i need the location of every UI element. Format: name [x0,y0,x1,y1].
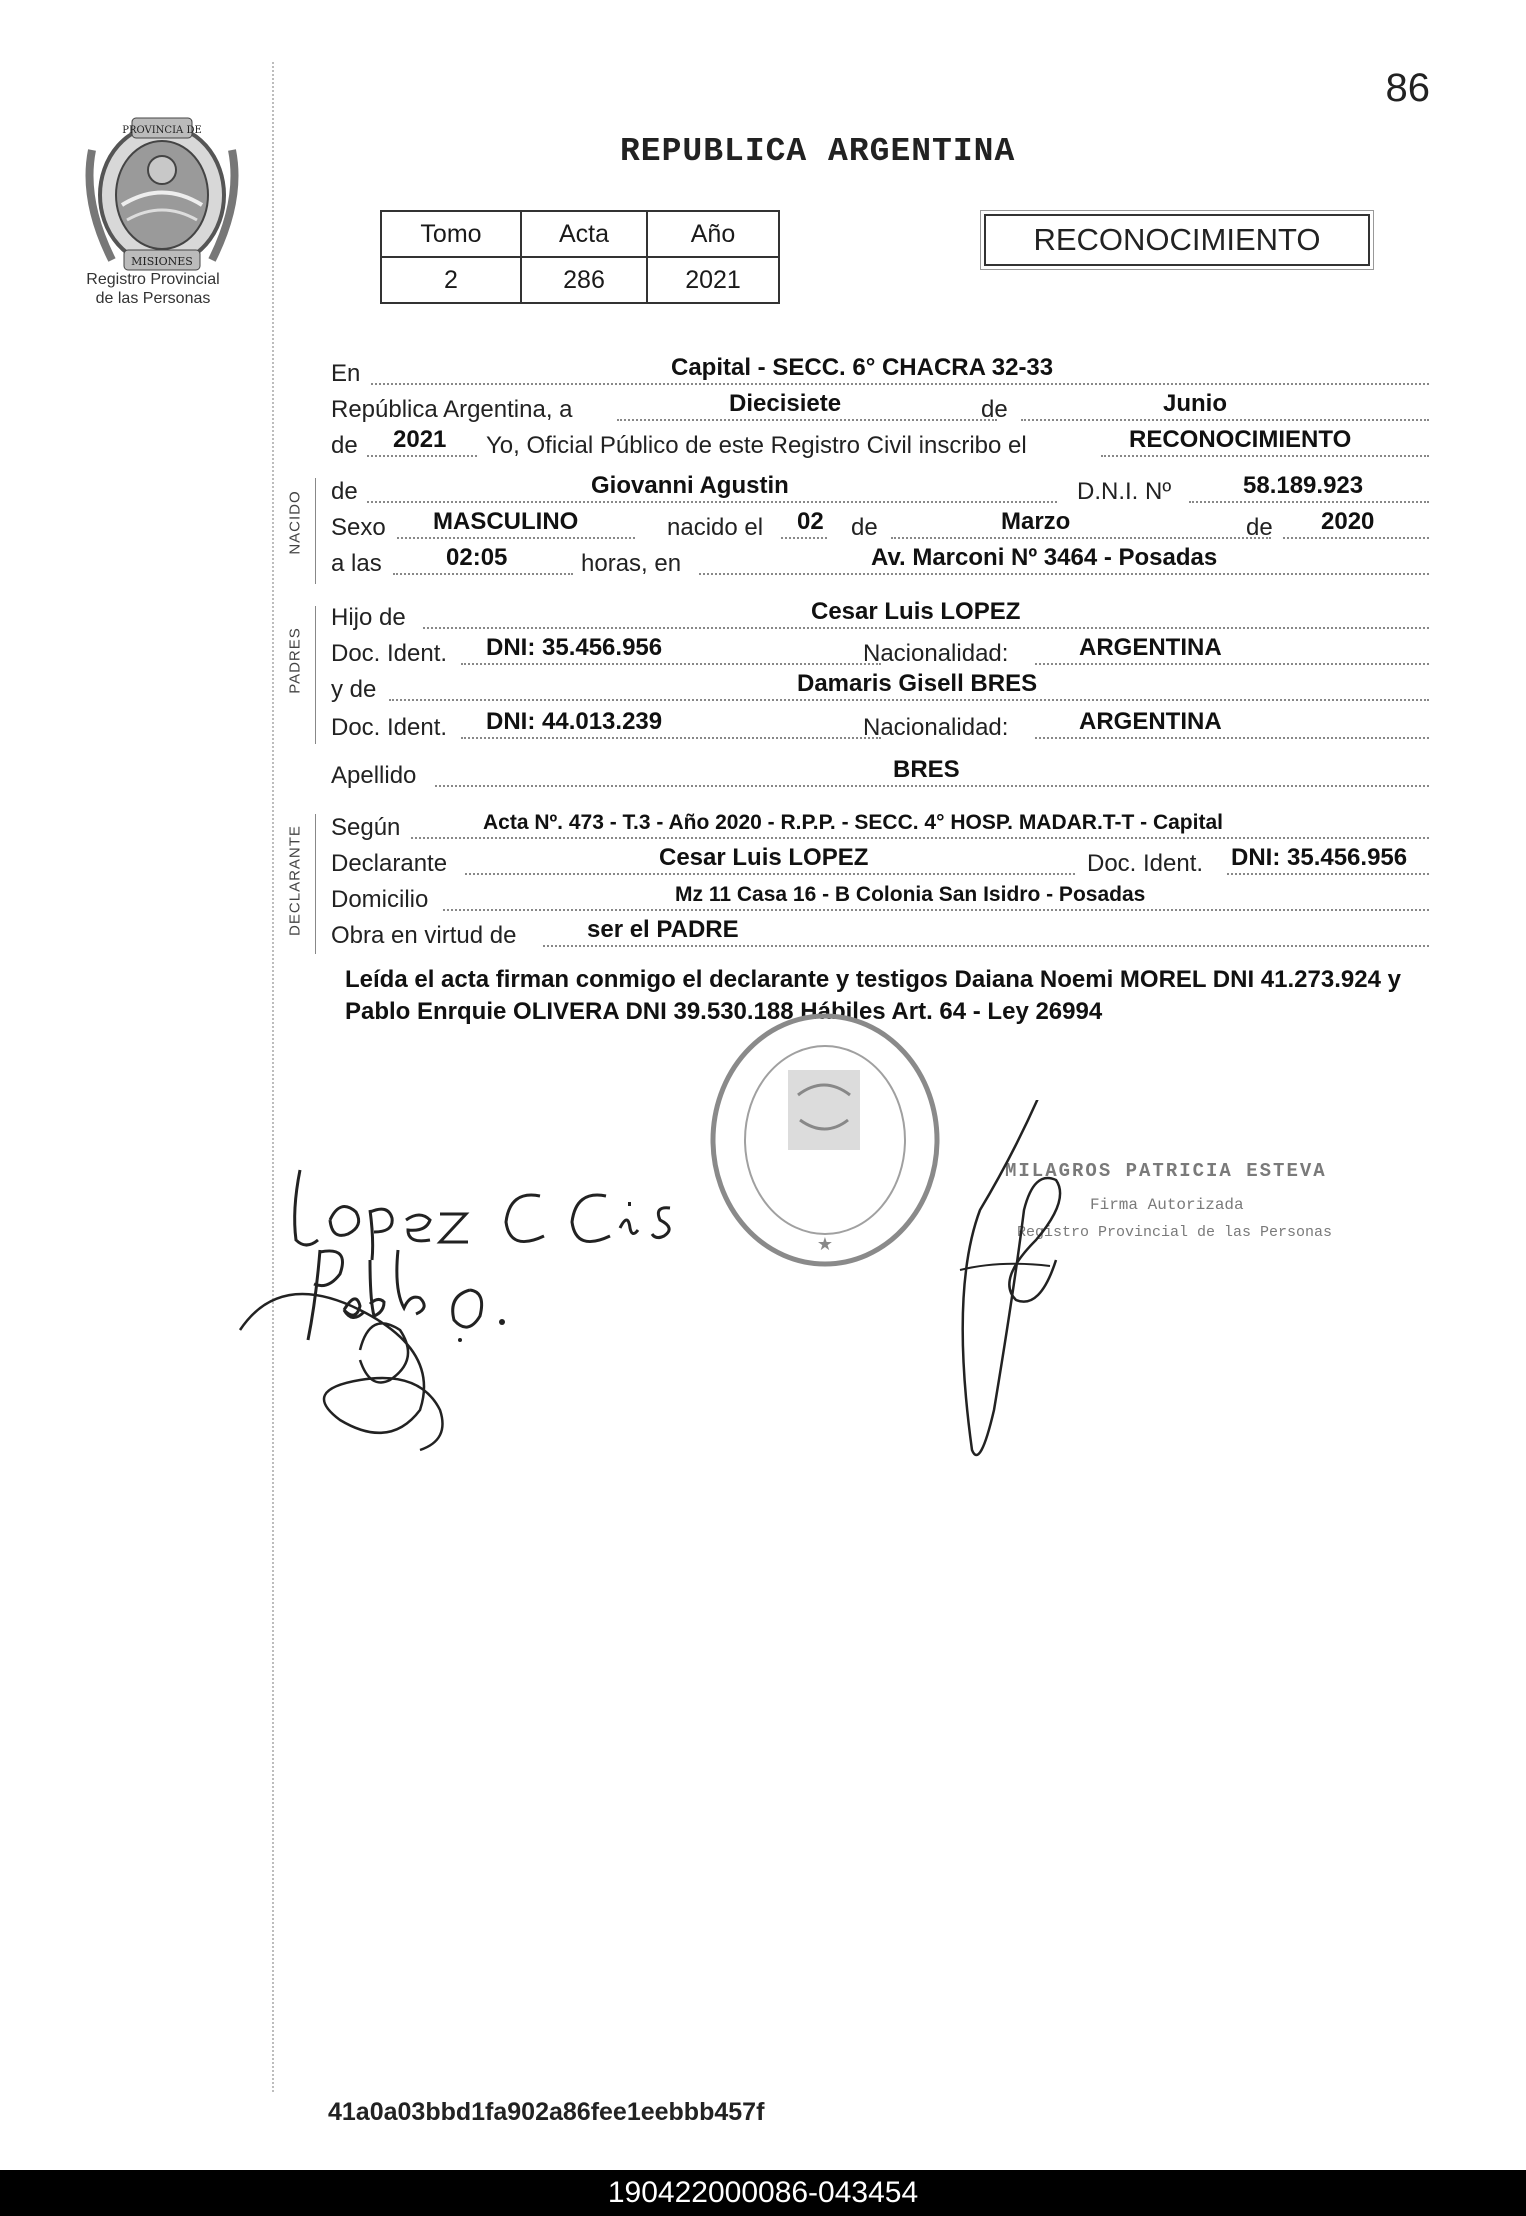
field-segun: Acta Nº. 473 - T.3 - Año 2020 - R.P.P. - SECC. 4° HOSP. MADAR.T-T - Capital [483,811,1223,834]
field-padre-nac: ARGENTINA [1079,634,1222,661]
page-number: 86 [1385,66,1430,110]
row-lugar: En Capital - SECC. 6° CHACRA 32-33 [331,354,1431,390]
field-dia: Diecisiete [729,390,842,417]
row-padre: Hijo de Cesar Luis LOPEZ [331,598,1431,634]
country-title: REPUBLICA ARGENTINA [620,133,1016,170]
field-madre-nac: ARGENTINA [1079,708,1222,735]
registry-name: Registro Provincial de las Personas [86,271,220,307]
side-label-nacido: NACIDO [286,490,304,555]
seal-top-text: PROVINCIA DE [122,125,202,136]
field-declarante-doc: DNI: 35.456.956 [1231,844,1408,871]
bracket-nacido [315,478,324,584]
acta-header: Acta [521,211,647,257]
row-madre: y de Damaris Gisell BRES [331,670,1431,706]
field-declarante: Cesar Luis LOPEZ [659,844,869,871]
official-name-stamp: MILAGROS PATRICIA ESTEVA Firma Autorizada Registro Provincial de las Personas [1005,1160,1333,1241]
field-obra: ser el PADRE [587,916,739,943]
row-nombre: de Giovanni Agustin D.N.I. Nº 58.189.923 [331,472,1431,508]
row-oficial: de 2021 Yo, Oficial Público de este Registro Civil inscribo el RECONOCIMIENTO [331,426,1431,462]
provincial-seal-logo [72,110,252,280]
row-apellido: Apellido BRES [331,756,1431,792]
row-fecha: República Argentina, a Diecisiete de Junio [331,390,1431,426]
field-lugar-nac: Av. Marconi Nº 3464 - Posadas [871,544,1218,571]
document-type-box: RECONOCIMIENTO [984,214,1370,266]
row-padre-doc: Doc. Ident. DNI: 35.456.956 Nacionalidad: ARGENTINA [331,634,1431,670]
field-nombre: Giovanni Agustin [591,472,789,499]
field-mes: Junio [1163,390,1227,417]
side-label-declarante: DECLARANTE [286,825,304,936]
anio-value: 2021 [647,257,779,303]
field-madre: Damaris Gisell BRES [797,670,1038,697]
field-nac-anio: 2020 [1321,508,1375,535]
bracket-declarante [315,814,324,954]
footer-code: 190422000086-043454 [0,2170,1526,2216]
row-segun: Según Acta Nº. 473 - T.3 - Año 2020 - R.P.P. - SECC. 4° HOSP. MADAR.T-T - Capital [331,808,1431,844]
svg-text:★: ★ [816,1234,834,1255]
side-label-padres: PADRES [286,627,304,694]
row-domicilio: Domicilio Mz 11 Casa 16 - B Colonia San Isidro - Posadas [331,880,1431,916]
field-apellido: BRES [893,756,960,783]
acta-value: 286 [521,257,647,303]
field-padre-doc: DNI: 35.456.956 [486,634,663,661]
tomo-header: Tomo [381,211,521,257]
field-anio: 2021 [393,426,447,453]
row-declarante: Declarante Cesar Luis LOPEZ Doc. Ident. DNI: 35.456.956 [331,844,1431,880]
row-hora: a las 02:05 horas, en Av. Marconi Nº 3464 - Posadas [331,544,1431,580]
field-tipo: RECONOCIMIENTO [1129,426,1352,453]
document-hash: 41a0a03bbd1fa902a86fee1eebbb457f [328,2098,765,2126]
tomo-value: 2 [381,257,521,303]
bracket-padres [315,606,324,744]
row-sexo: Sexo MASCULINO nacido el 02 de Marzo de 2020 [331,508,1431,544]
margin-line [272,62,274,2092]
row-madre-doc: Doc. Ident. DNI: 44.013.239 Nacionalidad: ARGENTINA [331,708,1431,744]
field-hora: 02:05 [446,544,508,571]
field-nac-mes: Marzo [1001,508,1071,535]
field-sexo: MASCULINO [433,508,579,535]
seal-bottom-text: MISIONES [131,255,193,268]
field-padre: Cesar Luis LOPEZ [811,598,1021,625]
field-madre-doc: DNI: 44.013.239 [486,708,663,735]
field-lugar: Capital - SECC. 6° CHACRA 32-33 [671,354,1054,381]
field-dni: 58.189.923 [1243,472,1364,499]
field-domicilio: Mz 11 Casa 16 - B Colonia San Isidro - Posadas [675,883,1146,906]
closing-statement: Leída el acta firman conmigo el declarante y testigos Daiana Noemi MOREL DNI 41.273.924 y Pablo Enrquie OLIVERA DNI 39.530.188 Hábiles Art. 64 - Ley 26994 [345,966,1401,1025]
handwritten-signatures [220,1100,1420,1520]
anio-header: Año [647,211,779,257]
field-nac-dia: 02 [797,508,824,535]
record-table [380,210,780,304]
row-obra: Obra en virtud de ser el PADRE [331,916,1431,952]
